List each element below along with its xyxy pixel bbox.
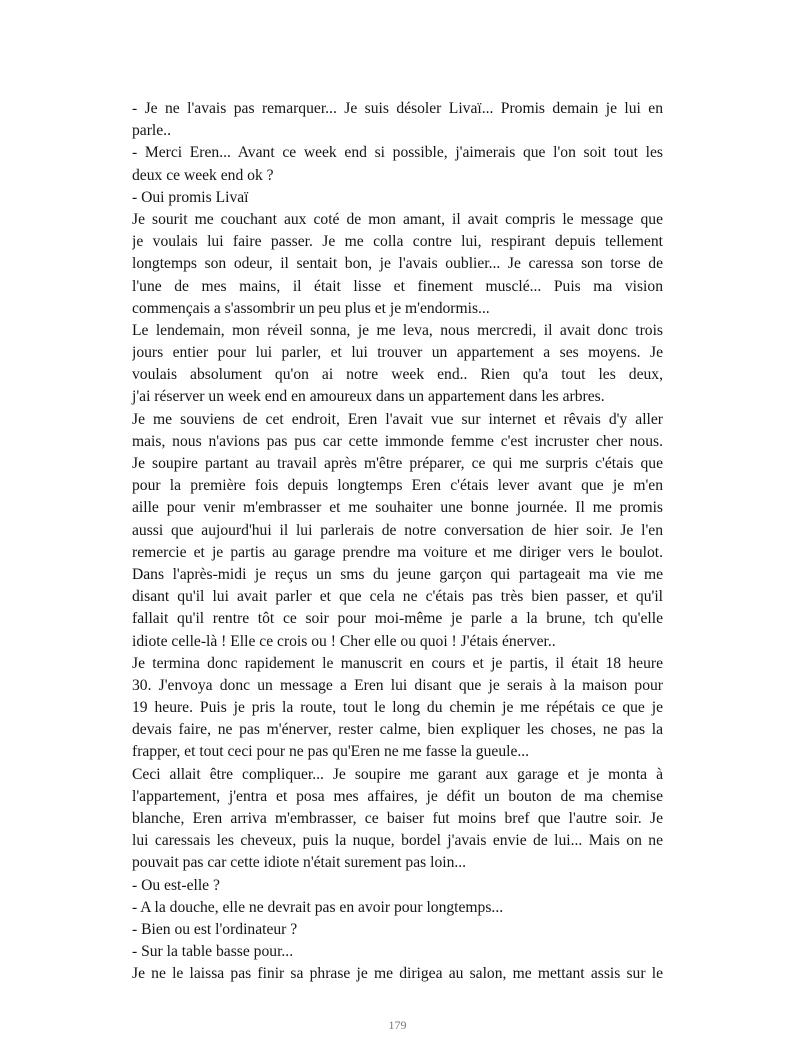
text-line: Je termina donc rapidement le manuscrit en cours et je partis, il était 18 heure	[132, 654, 663, 672]
text-line: 30. J'envoya donc un message a Eren lui disant que je serais à la maison pour	[132, 676, 663, 694]
text-line: longtemps son odeur, il sentait bon, je l'avais oublier... Je caressa son torse de	[132, 255, 663, 273]
text-line: Le lendemain, mon réveil sonna, je me leva, nous mercredi, il avait donc trois	[132, 321, 663, 339]
page-number: 179	[388, 1018, 407, 1032]
text-line: l'une de mes mains, il était lisse et finement musclé... Puis ma vision	[132, 277, 663, 295]
body-text	[132, 98, 663, 986]
text-line: - Je ne l'avais pas remarquer... Je suis désoler Livaï... Promis demain je lui en	[132, 100, 663, 117]
text-line: fallait qu'il rentre tôt ce soir pour moi-même je parle a la brune, tch qu'elle	[132, 610, 663, 628]
text-line: remercie et je partis au garage prendre ma voiture et me diriger vers le boulot.	[132, 543, 663, 561]
text-line: idiote celle-là ! Elle ce crois ou ! Cher elle ou quoi ! J'étais énerver..	[132, 632, 556, 650]
text-line: parle..	[132, 122, 171, 140]
text-line: frapper, et tout ceci pour ne pas qu'Eren ne me fasse la gueule...	[132, 743, 530, 761]
text-line: voulais absolument qu'on ai notre week end.. Rien qu'a tout les deux,	[132, 366, 663, 384]
text-line: Ceci allait être compliquer... Je soupire me garant aux garage et je monta à	[132, 765, 663, 783]
text-line: 19 heure. Puis je pris la route, tout le long du chemin je me répétais ce que je	[132, 699, 663, 717]
text-line: lui caressais les cheveux, puis la nuque, bordel j'avais envie de lui... Mais on ne	[132, 832, 663, 850]
text-line: mais, nous n'avions pas pus car cette immonde femme c'est incruster cher nous.	[132, 432, 663, 450]
text-line: commençais a s'assombrir un peu plus et je m'endormis...	[132, 299, 490, 317]
text-line: Je ne le laissa pas finir sa phrase je me dirigea au salon, me mettant assis sur le	[132, 965, 663, 983]
text-line: - Sur la table basse pour...	[132, 943, 294, 961]
text-line: devais faire, ne pas m'énerver, rester calme, bien expliquer les choses, ne pas la	[132, 721, 663, 739]
text-line: - Merci Eren... Avant ce week end si possible, j'aimerais que l'on soit tout les	[132, 144, 663, 162]
text-line: Dans l'après-midi je reçus un sms du jeune garçon qui partageait ma vie me	[132, 565, 663, 583]
text-line: blanche, Eren arriva m'embrasser, ce baiser fut moins bref que l'autre soir. Je	[132, 810, 663, 827]
text-line: - Bien ou est l'ordinateur ?	[132, 920, 298, 938]
text-line: - Oui promis Livaï	[132, 188, 249, 206]
text-line: l'appartement, j'entra et posa mes affaires, je défit un bouton de ma chemise	[132, 787, 663, 805]
text-line: aussi que aujourd'hui il lui parlerais de notre conversation de hier soir. Je l'en	[132, 521, 663, 539]
text-line: je voulais lui faire passer. Je me colla contre lui, respirant depuis tellement	[132, 233, 663, 251]
text-line: Je sourit me couchant aux coté de mon amant, il avait compris le message que	[132, 210, 663, 228]
text-line: - Ou est-elle ?	[132, 876, 220, 894]
text-line: - A la douche, elle ne devrait pas en avoir pour longtemps...	[132, 898, 504, 916]
text-line: jours entier pour lui parler, et lui trouver un appartement a ses moyens. Je	[132, 344, 663, 362]
text-line: pouvait pas car cette idiote n'était surement pas loin...	[132, 854, 467, 872]
text-line: deux ce week end ok ?	[132, 166, 274, 184]
text-line: disant qu'il lui avait parler et que cela ne c'étais pas très bien passer, et qu'il	[132, 588, 663, 606]
text-line: Je me souviens de cet endroit, Eren l'avait vue sur internet et rêvais d'y aller	[132, 410, 663, 428]
text-line: j'ai réserver un week end en amoureux dans un appartement dans les arbres.	[132, 388, 605, 406]
text-line: aille pour venir m'embrasser et me souhaiter une bonne journée. Il me promis	[132, 499, 663, 517]
text-line: Je soupire partant au travail après m'être préparer, ce qui me surpris c'étais que	[132, 455, 663, 472]
text-line: pour la première fois depuis longtemps Eren c'étais lever avant que je m'en	[132, 477, 663, 495]
